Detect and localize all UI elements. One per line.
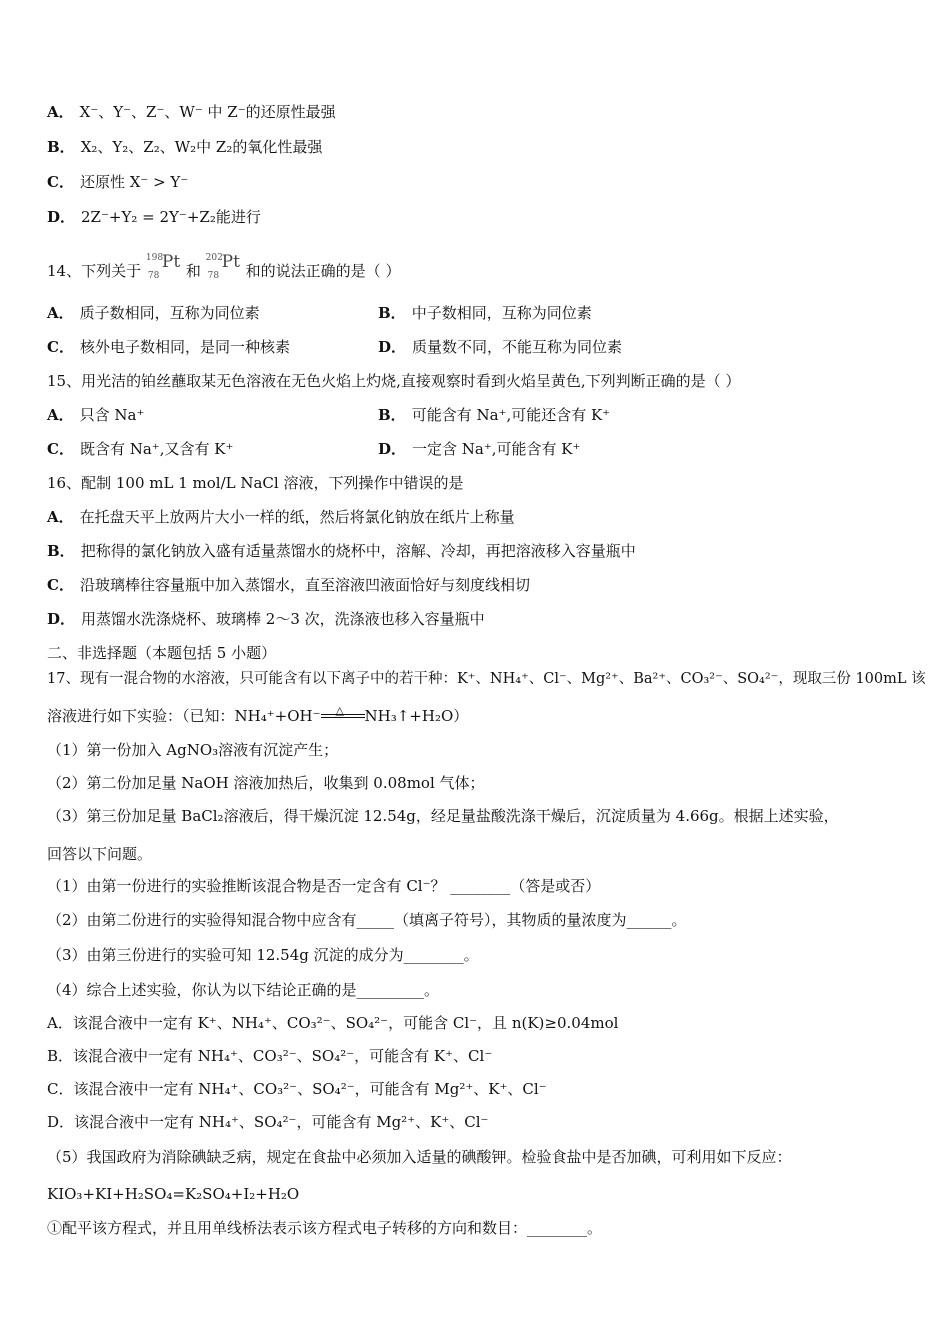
q15-stem: 15、用光洁的铂丝蘸取某无色溶液在无色火焰上灼烧,直接观察时看到火焰呈黄色,下列判断正确的是（ ） [47, 372, 741, 390]
q17-subquestion-5: （5）我国政府为消除碘缺乏病，规定在食盐中必须加入适量的碘酸钾。检验食盐中是否加碘，可利用如下反应： [47, 1148, 792, 1166]
q14-option-c: C． 核外电子数相同，是同一种核素 [47, 338, 290, 356]
q17-experiment-1: （1）第一份加入 AgNO₃溶液有沉淀产生； [47, 741, 339, 759]
q16-option-a: A． 在托盘天平上放两片大小一样的纸，然后将氯化钠放在纸片上称量 [47, 508, 515, 526]
q16-stem: 16、配制 100 mL 1 mol/L NaCl 溶液，下列操作中错误的是 [47, 474, 464, 492]
q15-option-c: C． 既含有 Na⁺,又含有 K⁺ [47, 440, 234, 458]
q17-reaction-equation: KIO₃+KI+H₂SO₄=K₂SO₄+I₂+H₂O [47, 1185, 300, 1203]
q17-experiment-3-cont: 回答以下问题。 [47, 845, 153, 863]
q13-option-c: C． 还原性 X⁻ > Y⁻ [47, 173, 189, 191]
q15-option-b: B． 可能含有 Na⁺,可能还含有 K⁺ [378, 406, 611, 424]
q17-stem-line1: 17、现有一混合物的水溶液，只可能含有以下离子中的若干种：K⁺、NH₄⁺、Cl⁻、Mg²⁺、Ba²⁺、CO₃²⁻、SO₄²⁻，现取三份 100mL 该 [47, 671, 926, 687]
q13-option-b: B． X₂、Y₂、Z₂、W₂中 Z₂的氧化性最强 [47, 138, 323, 156]
q13-option-a: A． X⁻、Y⁻、Z⁻、W⁻ 中 Z⁻的还原性最强 [47, 103, 336, 121]
q17-option-d: D．该混合液中一定有 NH₄⁺、SO₄²⁻，可能含有 Mg²⁺、K⁺、Cl⁻ [47, 1113, 489, 1131]
q17-stem-line2: 溶液进行如下实验：（已知：NH₄⁺+OH⁻ △ NH₃↑+H₂O） [47, 704, 469, 725]
q17-subquestion-2: （2）由第二份进行的实验得知混合物中应含有_____（填离子符号），其物质的量浓度为______。 [47, 911, 687, 929]
q17-experiment-3: （3）第三份加足量 BaCl₂溶液后，得干燥沉淀 12.54g，经足量盐酸洗涤干燥后，沉淀质量为 4.66g。根据上述实验， [47, 807, 839, 825]
q15-option-d: D． 一定含 Na⁺,可能含有 K⁺ [378, 440, 581, 458]
q15-option-a: A． 只含 Na⁺ [47, 406, 145, 424]
section-heading: 二、非选择题（本题包括 5 小题） [47, 644, 277, 662]
q17-subquestion-5a: ①配平该方程式，并且用单线桥法表示该方程式电子转移的方向和数目：________。 [47, 1219, 603, 1237]
q16-option-c: C． 沿玻璃棒往容量瓶中加入蒸馏水，直至溶液凹液面恰好与刻度线相切 [47, 576, 530, 594]
q17-option-a: A．该混合液中一定有 K⁺、NH₄⁺、CO₃²⁻、SO₄²⁻，可能含 Cl⁻，且 n(K)≥0.04mol [47, 1014, 619, 1032]
q16-option-d: D． 用蒸馏水洗涤烧杯、玻璃棒 2～3 次，洗涤液也移入容量瓶中 [47, 610, 485, 628]
isotope-pt-202: 202 78 Pt [205, 252, 240, 281]
q17-option-b: B．该混合液中一定有 NH₄⁺、CO₃²⁻、SO₄²⁻，可能含有 K⁺、Cl⁻ [47, 1047, 493, 1065]
q14-option-b: B． 中子数相同，互称为同位素 [378, 304, 592, 322]
q14-option-d: D． 质量数不同，不能互称为同位素 [378, 338, 623, 356]
q17-subquestion-4: （4）综合上述实验，你认为以下结论正确的是_________。 [47, 981, 440, 999]
q17-subquestion-1: （1）由第一份进行的实验推断该混合物是否一定含有 Cl⁻？ ________（答是或否） [47, 877, 601, 895]
q17-experiment-2: （2）第二份加足量 NaOH 溶液加热后，收集到 0.08mol 气体； [47, 774, 485, 792]
q13-option-d: D． 2Z⁻+Y₂ = 2Y⁻+Z₂能进行 [47, 208, 261, 226]
q14-stem: 14、下列关于 198 78 Pt 和 202 78 Pt 和的说法正确的是（ ） [47, 252, 401, 281]
q17-option-c: C．该混合液中一定有 NH₄⁺、CO₃²⁻、SO₄²⁻，可能含有 Mg²⁺、K⁺、Cl⁻ [47, 1080, 547, 1098]
q14-option-a: A． 质子数相同，互称为同位素 [47, 304, 260, 322]
isotope-pt-198: 198 78 Pt [145, 252, 181, 281]
heating-arrow: △ [321, 707, 365, 723]
q17-subquestion-3: （3）由第三份进行的实验可知 12.54g 沉淀的成分为________。 [47, 946, 479, 964]
q16-option-b: B． 把称得的氯化钠放入盛有适量蒸馏水的烧杯中，溶解、冷却，再把溶液移入容量瓶中 [47, 542, 636, 560]
